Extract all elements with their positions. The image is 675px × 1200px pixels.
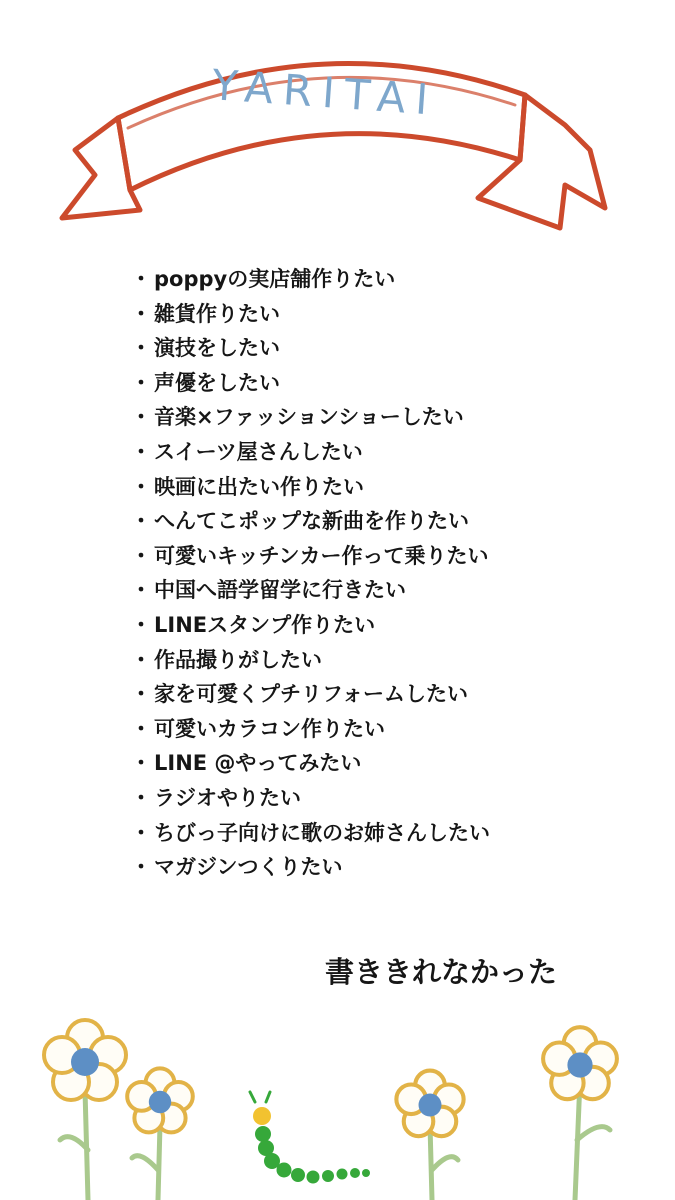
wish-list-item <box>128 366 648 401</box>
wish-text: LINEスタンプ作りたい <box>154 612 376 637</box>
bullet-mark: ・ <box>130 785 152 810</box>
bullet-mark: ・ <box>130 301 152 326</box>
wish-list <box>128 262 648 885</box>
wish-list-item <box>128 297 648 332</box>
wish-text: 映画に出たい作りたい <box>154 474 364 499</box>
bullet-mark: ・ <box>130 751 152 776</box>
wish-text: 音楽×ファッションショーしたい <box>154 405 464 430</box>
bullet-mark: ・ <box>130 647 152 672</box>
bullet-mark: ・ <box>130 820 152 845</box>
footnote-text: 書ききれなかった <box>325 955 558 989</box>
wish-text: 中国へ語学留学に行きたい <box>154 578 406 603</box>
ribbon-banner <box>0 0 675 260</box>
ribbon-right-tail <box>478 95 605 228</box>
bullet-mark: ・ <box>130 578 152 603</box>
wish-list-item <box>128 816 648 851</box>
bullet-mark: ・ <box>130 439 152 464</box>
bullet-mark: ・ <box>130 336 152 361</box>
wish-list-item <box>128 608 648 643</box>
wish-list-item <box>128 262 648 297</box>
flower-border-illustration <box>0 1010 675 1200</box>
wish-list-item <box>128 573 648 608</box>
bullet-mark: ・ <box>130 405 152 430</box>
flower-icon <box>543 1027 617 1099</box>
wish-text: 可愛いカラコン作りたい <box>154 716 385 741</box>
bullet-mark: ・ <box>130 509 152 534</box>
caterpillar-icon <box>250 1092 370 1184</box>
wish-text: 演技をしたい <box>154 336 280 361</box>
bullet-mark: ・ <box>130 612 152 637</box>
wish-list-item <box>128 746 648 781</box>
wish-text: ちびっ子向けに歌のお姉さんしたい <box>154 820 490 845</box>
bullet-mark: ・ <box>130 267 152 291</box>
bullet-mark: ・ <box>130 682 152 707</box>
flower-icon <box>396 1071 463 1137</box>
wish-list-item <box>128 539 648 574</box>
ribbon-left-tail <box>62 118 140 218</box>
wish-list-item <box>128 677 648 712</box>
wish-list-item <box>128 504 648 539</box>
wish-text: 作品撮りがしたい <box>154 647 322 672</box>
wish-text: 可愛いキッチンカー作って乗りたい <box>154 543 489 568</box>
wish-text: 声優をしたい <box>154 370 280 395</box>
flower-icon <box>44 1020 126 1100</box>
bullet-mark: ・ <box>130 716 152 741</box>
wish-text: スイーツ屋さんしたい <box>154 439 363 464</box>
flower-icon <box>127 1068 193 1132</box>
wish-list-item <box>128 470 648 505</box>
bullet-mark: ・ <box>130 543 152 568</box>
wish-text: ラジオやりたい <box>154 785 301 810</box>
wish-list-item <box>128 643 648 678</box>
wish-text: LINE @やってみたい <box>154 751 362 776</box>
wish-list-item <box>128 400 648 435</box>
wish-text: マガジンつくりたい <box>154 855 343 880</box>
banner-title: YARITAI <box>210 60 440 125</box>
wish-list-item <box>128 712 648 747</box>
wish-list-item <box>128 331 648 366</box>
wish-list-item <box>128 435 648 470</box>
bullet-mark: ・ <box>130 855 152 880</box>
wish-text: 雑貨作りたい <box>154 301 280 326</box>
wish-text: poppyの実店舗作りたい <box>154 267 396 291</box>
wish-list-item <box>128 781 648 816</box>
wish-text: へんてこポップな新曲を作りたい <box>154 509 469 534</box>
wish-list-item <box>128 850 648 885</box>
wish-text: 家を可愛くプチリフォームしたい <box>154 682 468 707</box>
bullet-mark: ・ <box>130 370 152 395</box>
bullet-mark: ・ <box>130 474 152 499</box>
